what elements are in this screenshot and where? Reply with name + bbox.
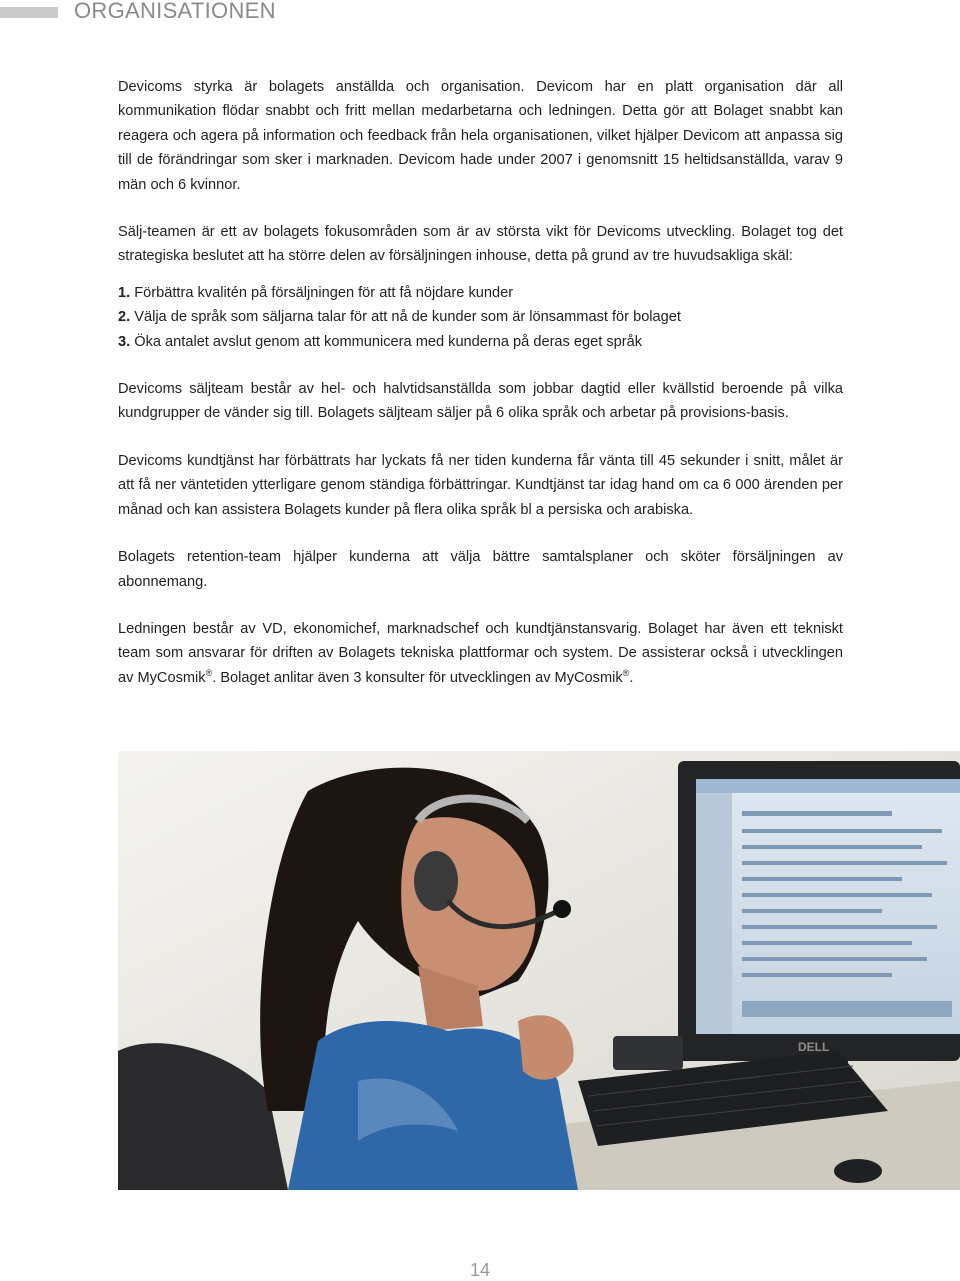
header-accent-bar <box>0 7 58 18</box>
paragraph-customer-service: Devicoms kundtjänst har förbättrats har lyckats få ner tiden kunderna får vänta till 45 sekunder i snitt, målet är att få ner väntetiden ytterligare genom ständiga förbättringar. Kundtjänst tar idag hand om ca 6 000 ärenden per månad och kan assistera Bolagets kunder på flera olika språk bl a persiska och arabiska. <box>118 452 843 518</box>
page-number: 14 <box>469 1260 491 1280</box>
section-title: ORGANISATIONEN <box>74 0 276 23</box>
monitor-brand-label: DELL <box>798 1040 830 1054</box>
list-item: 3. Öka antalet avslut genom att kommunicera med kunderna på deras eget språk <box>118 333 643 350</box>
reasons-list <box>118 281 843 354</box>
list-item: 2. Välja de språk som säljarna talar för att nå de kunder som är lönsammast för bolaget <box>118 309 681 326</box>
paragraph-management: Ledningen består av VD, ekonomichef, marknadschef och kundtjänstansvarig. Bolaget har även ett tekniskt team som ansvarar för driften av Bolagets tekniska plattformar och system. De assisterar också i utvecklingen av MyCosmik®. Bolaget anlitar även 3 konsulter för utvecklingen av MyCosmik®. <box>118 620 843 686</box>
body-text <box>118 75 843 713</box>
paragraph-sales-team-details: Devicoms säljteam består av hel- och halvtidsanställda som jobbar dagtid eller kvällstid beroende på vilka kundgrupper de vänder sig till. Bolagets säljteam säljer på 6 olika språk och arbetar på provisions-basis. <box>118 381 843 422</box>
photo-illustration <box>118 751 960 1190</box>
paragraph-sales-teams: Sälj-teamen är ett av bolagets fokusområden som är av största vikt för Devicoms utveckling. Bolaget tog det strategiska beslutet att ha större delen av försäljningen inhouse, detta på grund av tre huvudsakliga skäl: <box>118 224 843 265</box>
list-item: 1. Förbättra kvalitén på försäljningen för att få nöjdare kunder <box>118 284 514 301</box>
call-center-photo <box>118 751 960 1190</box>
paragraph-intro: Devicoms styrka är bolagets anställda och organisation. Devicom har en platt organisation där all kommunikation flödar snabbt och fritt mellan medarbetarna och ledningen. Detta gör att Bolaget snabbt kan reagera och agera på information och feedback från hela organisationen, vilket hjälper Devicom att anpassa sig till de förändringar som sker i marknaden. Devicom hade under 2007 i genomsnitt 15 heltidsanställda, varav 9 män och 6 kvinnor. <box>118 79 843 193</box>
paragraph-retention-team: Bolagets retention-team hjälper kunderna att välja bättre samtalsplaner och sköter försäljningen av abonnemang. <box>118 549 843 590</box>
